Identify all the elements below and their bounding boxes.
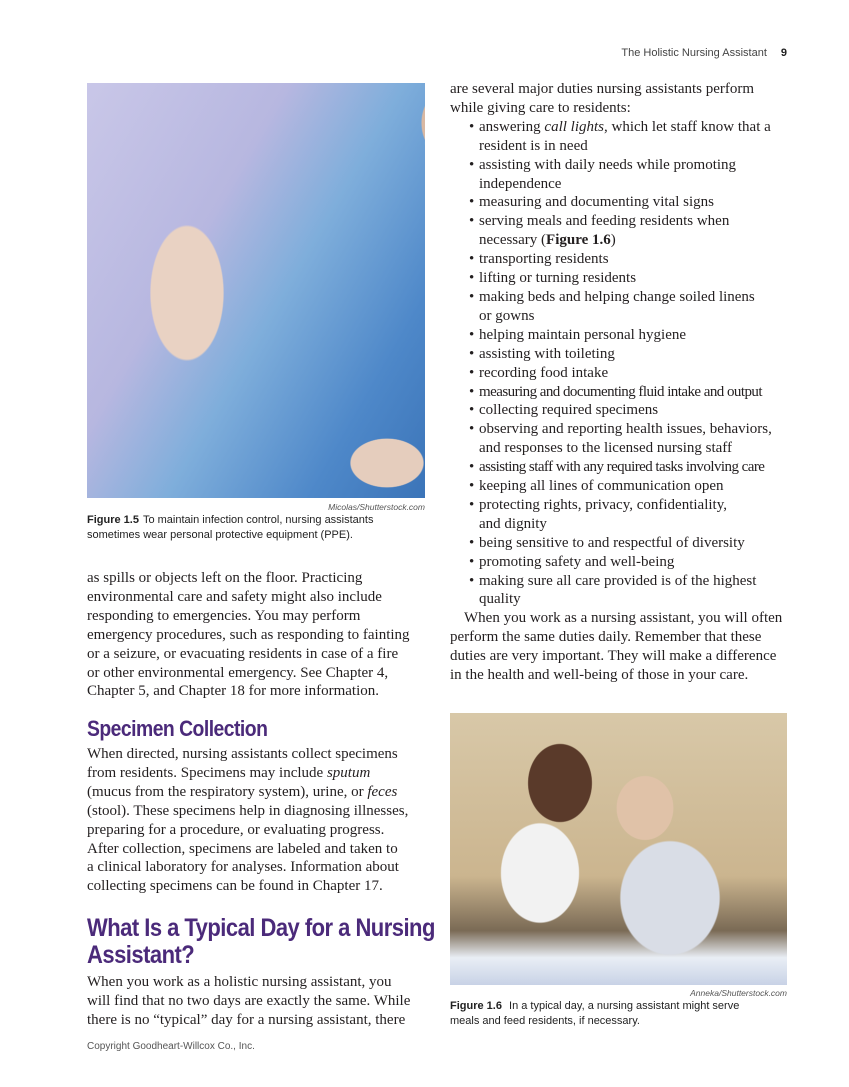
bullet-icon: •: [469, 459, 475, 476]
text-line: duties are very important. They will make a difference: [450, 648, 777, 665]
text-line: emergency procedures, such as responding to fainting: [87, 626, 410, 643]
text-line: there is no “typical” day for a nursing assistant, there: [87, 1011, 406, 1028]
duty-line: • protecting rights, privacy, confidentiality,: [469, 496, 727, 513]
duty-list-item: [450, 364, 782, 383]
running-title: The Holistic Nursing Assistant: [621, 47, 767, 59]
duty-line: [450, 383, 782, 402]
heading-line: What Is a Typical Day for a Nursing: [87, 914, 435, 942]
text-line: (stool). These specimens help in diagnosing illnesses,: [87, 802, 409, 819]
bullet-icon: •: [469, 345, 475, 362]
duty-list-item: [450, 269, 782, 288]
duty-line: • keeping all lines of communication open: [469, 478, 724, 495]
section-heading: Specimen Collection: [87, 716, 268, 741]
duty-line: quality: [479, 591, 521, 608]
right-column-text: [450, 80, 782, 685]
duty-line: [450, 458, 782, 477]
figure-label: Figure 1.6: [450, 1000, 502, 1012]
duty-list-item: [450, 572, 782, 610]
text-line: in the health and well-being of those in your care.: [450, 667, 749, 684]
duty-line: • observing and reporting health issues, behaviors,: [469, 421, 772, 438]
duty-list-item: [450, 383, 782, 402]
duty-line: • recording food intake: [469, 364, 609, 381]
bullet-icon: •: [469, 156, 475, 173]
text-line: as spills or objects left on the floor. Practicing: [87, 570, 363, 586]
duty-line: • serving meals and feeding residents when: [469, 213, 730, 230]
text-line: After collection, specimens are labeled and taken to: [87, 840, 398, 857]
bullet-icon: •: [469, 572, 475, 589]
bullet-icon: •: [469, 364, 475, 381]
text-line: will find that no two days are exactly the same. While: [87, 992, 411, 1009]
duty-list-item: [450, 326, 782, 345]
heading-line: Assistant?: [87, 941, 195, 969]
duty-list-item: [450, 477, 782, 496]
text-line: When you work as a holistic nursing assistant, you: [87, 974, 392, 990]
bullet-icon: •: [469, 118, 475, 135]
duty-list-item: [450, 534, 782, 553]
italic-term: sputum: [326, 764, 371, 781]
text-line: responding to emergencies. You may perform: [87, 607, 361, 624]
duty-line: • measuring and documenting vital signs: [469, 194, 714, 211]
duty-list-item: [450, 118, 782, 156]
duty-line: • making beds and helping change soiled linens: [469, 288, 755, 305]
section-heading-typical-day: [87, 915, 435, 969]
text-line: are several major duties nursing assistants perform: [450, 81, 755, 97]
left-paragraph-2: [87, 745, 408, 896]
text-line: from residents. Specimens may include sputum: [87, 764, 371, 781]
bullet-icon: •: [469, 496, 475, 513]
bullet-icon: •: [469, 288, 475, 305]
duty-list-item: [450, 553, 782, 572]
ppe-gloves-photo: [87, 83, 425, 498]
bullet-icon: •: [469, 383, 475, 400]
caption-line: meals and feed residents, if necessary.: [450, 1015, 640, 1027]
text-line: preparing for a procedure, or evaluating progress.: [87, 821, 385, 838]
nursing-assistant-feeding-photo: [450, 713, 787, 985]
text-run: assisting staff with any required tasks involving care: [479, 459, 765, 476]
duty-line: • promoting safety and well-being: [469, 553, 675, 570]
bullet-icon: •: [469, 270, 475, 287]
duty-list-item: [450, 401, 782, 420]
duty-line: • helping maintain personal hygiene: [469, 326, 687, 343]
bullet-icon: •: [469, 402, 475, 419]
bullet-icon: •: [469, 553, 475, 570]
duty-line: • transporting residents: [469, 251, 609, 268]
left-paragraph-1: [87, 569, 410, 701]
bullet-icon: •: [469, 421, 475, 438]
bullet-icon: •: [469, 326, 475, 343]
text-line: environmental care and safety might also include: [87, 588, 382, 605]
text-line: collecting specimens can be found in Chapter 17.: [87, 878, 383, 895]
text-run: measuring and documenting fluid intake and output: [479, 383, 762, 400]
duty-line: • assisting with daily needs while promoting: [469, 156, 737, 173]
figure-label: Figure 1.5: [87, 514, 139, 526]
duty-line: • assisting with toileting: [469, 345, 615, 362]
text-line: or other environmental emergency. See Chapter 4,: [87, 664, 389, 681]
duty-list-item: [450, 212, 782, 250]
figure-reference: Figure 1.6: [546, 232, 611, 249]
caption-line: To maintain infection control, nursing assistants: [142, 514, 374, 526]
figure-1-6-caption: [450, 999, 739, 1029]
running-header: [621, 47, 787, 59]
duty-line: or gowns: [479, 307, 535, 324]
page-number: 9: [780, 47, 787, 59]
duty-list-item: [450, 345, 782, 364]
figure-1-5-caption: [87, 513, 373, 543]
caption-line: sometimes wear personal protective equipment (PPE).: [87, 529, 353, 541]
copyright-footer: Copyright Goodheart-Willcox Co., Inc.: [87, 1041, 255, 1052]
duty-list-item: [450, 156, 782, 194]
duty-line: independence: [479, 175, 562, 192]
text-line: When you work as a nursing assistant, you will often: [464, 610, 783, 627]
bullet-icon: •: [469, 478, 475, 495]
text-line: while giving care to residents:: [450, 99, 631, 116]
text-line: Chapter 5, and Chapter 18 for more information.: [87, 683, 380, 700]
duty-line: and dignity: [479, 515, 547, 532]
duty-line: resident is in need: [479, 137, 588, 154]
bullet-icon: •: [469, 251, 475, 268]
duty-list-item: [450, 458, 782, 477]
photo-credit: Micolas/Shutterstock.com: [328, 502, 425, 512]
duty-line: • lifting or turning residents: [469, 270, 637, 287]
italic-term: feces: [367, 783, 398, 800]
text-line: or a seizure, or evacuating residents in case of a fire: [87, 645, 399, 662]
duty-list-item: [450, 250, 782, 269]
photo-credit: Anneka/Shutterstock.com: [690, 988, 787, 998]
duty-list-item: [450, 420, 782, 458]
bullet-icon: •: [469, 534, 475, 551]
text-line: When directed, nursing assistants collect specimens: [87, 746, 398, 762]
duty-line: • collecting required specimens: [469, 402, 659, 419]
duty-list-item: [450, 288, 782, 326]
left-paragraph-3: [87, 973, 410, 1030]
text-line: a clinical laboratory for analyses. Information about: [87, 859, 399, 876]
bullet-icon: •: [469, 194, 475, 211]
duty-line: • being sensitive to and respectful of diversity: [469, 534, 745, 551]
duty-list-item: [450, 496, 782, 534]
caption-line: In a typical day, a nursing assistant might serve: [509, 1000, 740, 1012]
italic-term: call lights: [544, 118, 604, 135]
duty-list-item: [450, 193, 782, 212]
duty-line: necessary (Figure 1.6): [479, 232, 616, 249]
duty-line: and responses to the licensed nursing staff: [479, 440, 733, 457]
text-line: perform the same duties daily. Remember that these: [450, 629, 762, 646]
duty-line: • making sure all care provided is of the highest: [469, 572, 757, 589]
duty-line: • answering call lights, which let staff know that a: [469, 118, 771, 135]
bullet-icon: •: [469, 213, 475, 230]
text-line: (mucus from the respiratory system), urine, or feces: [87, 783, 398, 800]
